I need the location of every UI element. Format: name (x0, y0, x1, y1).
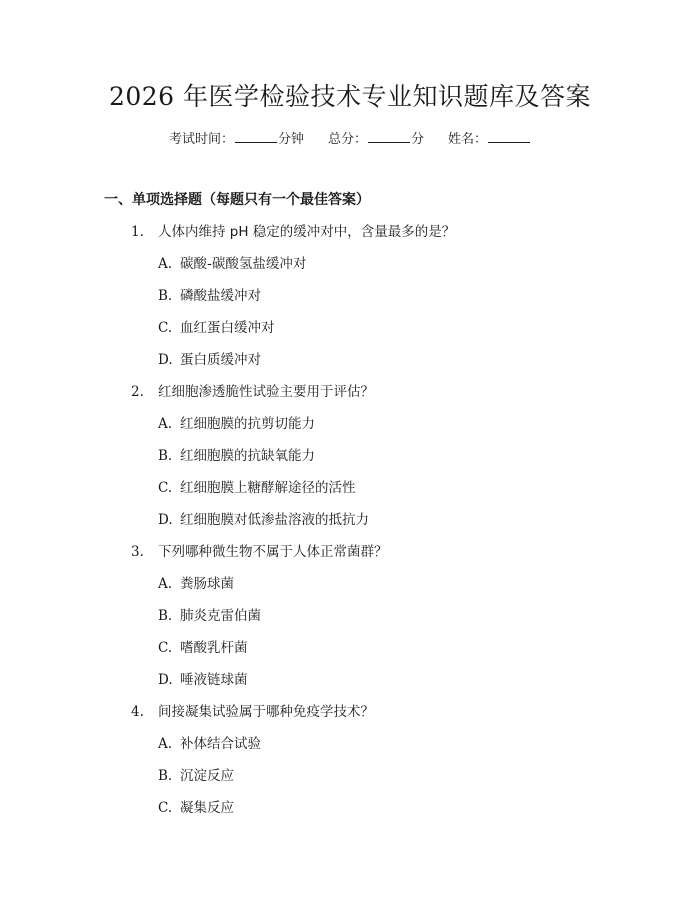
option-letter: B. (158, 288, 173, 304)
question-number: 2. (131, 384, 144, 400)
option-letter: A. (158, 256, 173, 272)
exam-time-field (169, 130, 304, 150)
option-text: 红细胞膜上糖酵解途径的活性 (180, 480, 356, 496)
option-item (158, 766, 234, 786)
option-text: 肺炎克雷伯菌 (180, 608, 261, 624)
option-letter: B. (158, 608, 173, 624)
student-name-label: 姓名： (448, 132, 488, 147)
option-text: 蛋白质缓冲对 (180, 352, 261, 368)
option-item (158, 318, 275, 338)
option-item (158, 446, 315, 466)
option-item (158, 286, 261, 306)
option-item (158, 638, 248, 658)
question-stem (131, 222, 455, 242)
option-item (158, 606, 261, 626)
option-text: 唾液链球菌 (180, 672, 248, 688)
option-item (158, 734, 261, 754)
question-number: 1. (131, 224, 144, 240)
option-text: 磷酸盐缓冲对 (180, 288, 261, 304)
option-letter: C. (158, 640, 173, 656)
option-letter: D. (158, 512, 173, 528)
question-text: 人体内维持 pH 稳定的缓冲对中，含量最多的是？ (158, 224, 456, 240)
exam-time-label: 考试时间： (168, 132, 234, 147)
total-score-unit: 分 (411, 132, 425, 147)
option-letter: D. (158, 672, 173, 688)
option-item (158, 350, 261, 370)
question-number: 3. (131, 544, 144, 560)
option-text: 碳酸-碳酸氢盐缓冲对 (180, 256, 307, 272)
option-text: 嗜酸乳杆菌 (180, 640, 248, 656)
option-text: 红细胞膜的抗缺氧能力 (180, 448, 315, 464)
question-stem (131, 382, 374, 402)
option-letter: A. (158, 736, 173, 752)
option-letter: C. (158, 320, 173, 336)
option-letter: A. (158, 416, 173, 432)
option-text: 血红蛋白缓冲对 (180, 320, 275, 336)
option-text: 红细胞膜的抗剪切能力 (180, 416, 315, 432)
exam-meta-line (0, 130, 700, 150)
option-item (158, 478, 356, 498)
exam-time-blank (235, 130, 277, 143)
question-number: 4. (131, 704, 144, 720)
option-text: 沉淀反应 (180, 768, 234, 784)
student-name-field (448, 130, 531, 150)
option-item (158, 414, 315, 434)
option-item (158, 574, 234, 594)
option-item (158, 254, 306, 274)
option-letter: D. (158, 352, 173, 368)
document-title: 2026 年医学检验技术专业知识题库及答案 (108, 82, 592, 111)
option-letter: B. (158, 768, 173, 784)
option-item (158, 798, 234, 818)
option-text: 粪肠球菌 (180, 576, 234, 592)
total-score-field (328, 130, 424, 150)
student-name-blank (488, 130, 530, 143)
question-stem (131, 542, 388, 562)
option-item (158, 670, 248, 690)
option-text: 补体结合试验 (180, 736, 261, 752)
total-score-blank (368, 130, 410, 143)
option-text: 凝集反应 (180, 800, 234, 816)
question-text: 下列哪种微生物不属于人体正常菌群？ (158, 544, 388, 560)
question-text: 间接凝集试验属于哪种免疫学技术？ (158, 704, 374, 720)
option-item (158, 510, 369, 530)
question-stem (131, 702, 374, 722)
question-text: 红细胞渗透脆性试验主要用于评估？ (158, 384, 374, 400)
option-letter: C. (158, 480, 173, 496)
option-letter: A. (158, 576, 173, 592)
option-letter: B. (158, 448, 173, 464)
option-letter: C. (158, 800, 173, 816)
section-heading: 一、单项选择题（每题只有一个最佳答案） (104, 192, 370, 208)
total-score-label: 总分： (327, 132, 367, 147)
exam-time-unit: 分钟 (277, 132, 304, 147)
option-text: 红细胞膜对低渗盐溶液的抵抗力 (180, 512, 369, 528)
